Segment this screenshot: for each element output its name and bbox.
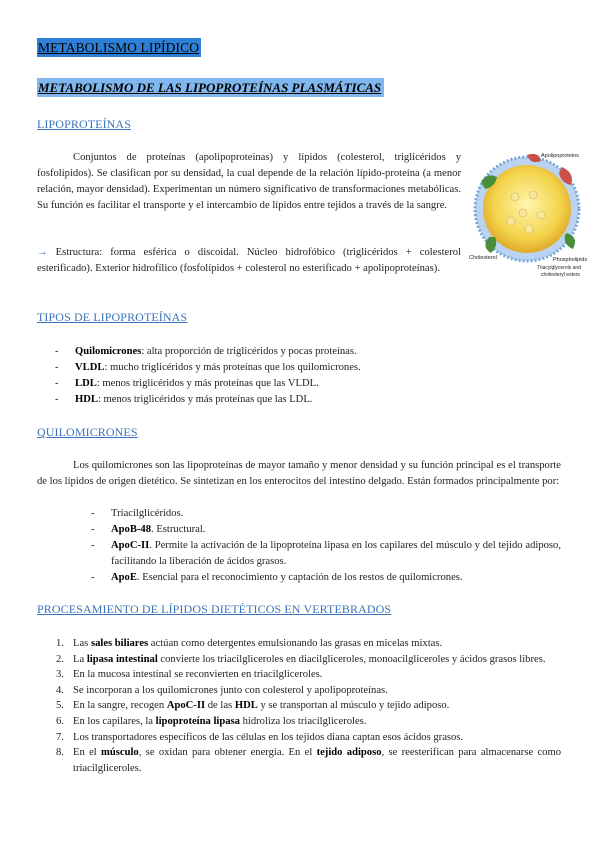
section-heading-quilomicrones: QUILOMICRONES [37, 425, 138, 439]
list-number: 2. [56, 653, 64, 665]
document-title: METABOLISMO LIPÍDICO [38, 40, 200, 55]
figure-label-triacylglycerols: Triacylglycerols and [537, 265, 581, 271]
tipos-list [55, 344, 475, 408]
list-number: 5. [56, 700, 64, 712]
figure-label-apolipoproteins: Apolipoproteins [541, 153, 579, 159]
figure-label-cholesteryl-esters: cholesteryl esters [541, 272, 580, 278]
figure-label-cholesterol: Cholesterol [469, 255, 497, 261]
list-item: - VLDL: mucho triglicéridos y más proteínas que los quilomicrones. [55, 362, 361, 373]
list-item: 4. Se incorporan a los quilomicrones junto con colesterol y apolipoproteínas. [56, 683, 561, 699]
quilomicrones-paragraph: Los quilomicrones son las lipoproteínas de mayor tamaño y menor densidad y su función principal es el transporte de los lípidos de origen dietético. Se sintetizan en los enterocitos del intestino delgado. Están formados principalmente por: [37, 460, 561, 487]
list-number: 8. [56, 747, 64, 759]
section-heading-lipoproteinas: LIPOPROTEÍNAS [37, 117, 131, 131]
list-item: - ApoB-48. Estructural. [91, 524, 206, 535]
section-heading-tipos: TIPOS DE LIPOPROTEÍNAS [37, 310, 188, 324]
list-item: - Quilomicrones: alta proporción de triglicéridos y pocas proteínas. [55, 346, 357, 357]
list-number: 1. [56, 638, 64, 649]
list-item: 2. La lipasa intestinal convierte los triacilgliceroles en diacilgliceroles, monoacilgliceroles y ácidos grasos libres. [56, 652, 561, 668]
list-item: 6. En los capilares, la lipoproteína lipasa hidroliza los triacilgliceroles. [56, 714, 561, 730]
list-item: 5. En la sangre, recogen ApoC-II de las HDL y se transportan al músculo y tejido adiposo. [56, 698, 561, 714]
list-item: 3. En la mucosa intestinal se reconvierten en triacilgliceroles. [56, 667, 561, 683]
procesamiento-list [56, 636, 561, 776]
arrow-icon: → [37, 247, 48, 258]
estructura-paragraph [37, 245, 461, 277]
figure-label-phospholipids: Phospholipids [553, 257, 588, 263]
list-item: - Triacilglicéridos. [91, 508, 184, 519]
document-subtitle: METABOLISMO DE LAS LIPOPROTEÍNAS PLASMÁTICAS [37, 78, 384, 97]
section-heading-procesamiento: PROCESAMIENTO DE LÍPIDOS DIETÉTICOS EN VERTEBRADOS [37, 602, 392, 616]
estructura-text: Estructura: forma esférica o discoidal. Núcleo hidrofóbico (triglicéridos + colesterol esterificado). Exterior hidrofílico (fosfolípidos + colesterol no esterificado + apolipoproteínas). [37, 247, 461, 274]
list-number: 6. [56, 715, 64, 727]
lipoprotein-diagram [467, 137, 597, 287]
list-item: - ApoC-II. Permite la activación de la lipoproteína lipasa en los capilares del músculo y del tejido adiposo, facilitando la liberación de ácidos grasos. [91, 540, 561, 567]
list-number: 3. [56, 669, 64, 681]
list-item: 1. Las sales biliares actúan como detergentes emulsionando las grasas en micelas mixtas. [56, 636, 561, 652]
list-number: 7. [56, 731, 64, 743]
list-number: 4. [56, 684, 64, 696]
list-item: - ApoE. Esencial para el reconocimiento y captación de los restos de quilomicrones. [91, 572, 463, 583]
list-item: 8. En el músculo, se oxidan para obtener energía. En el tejido adiposo, se reesterifican para almacenarse como triacilgliceroles. [56, 747, 562, 774]
quilomicrones-list [91, 506, 561, 586]
lipoproteinas-paragraph: Conjuntos de proteínas (apolipoproteínas) y lípidos (colesterol, triglicéridos y fosfolípidos). Se clasifican por su densidad, la cual depende de la relación lípido-proteína (a menor relación, mayor densidad). Experimentan un número significativo de transformaciones metabólicas. Su función es facilitar el transporte y el intercambio de lípidos entre tejidos a través de la sangre. [37, 152, 461, 211]
list-item: - HDL: menos triglicéridos y más proteínas que las LDL. [55, 394, 313, 405]
list-item: 7. Los transportadores específicos de las células en los tejidos diana captan esos ácidos grasos. [56, 730, 561, 746]
list-item: - LDL: menos triglicéridos y más proteínas que las VLDL. [55, 378, 319, 389]
